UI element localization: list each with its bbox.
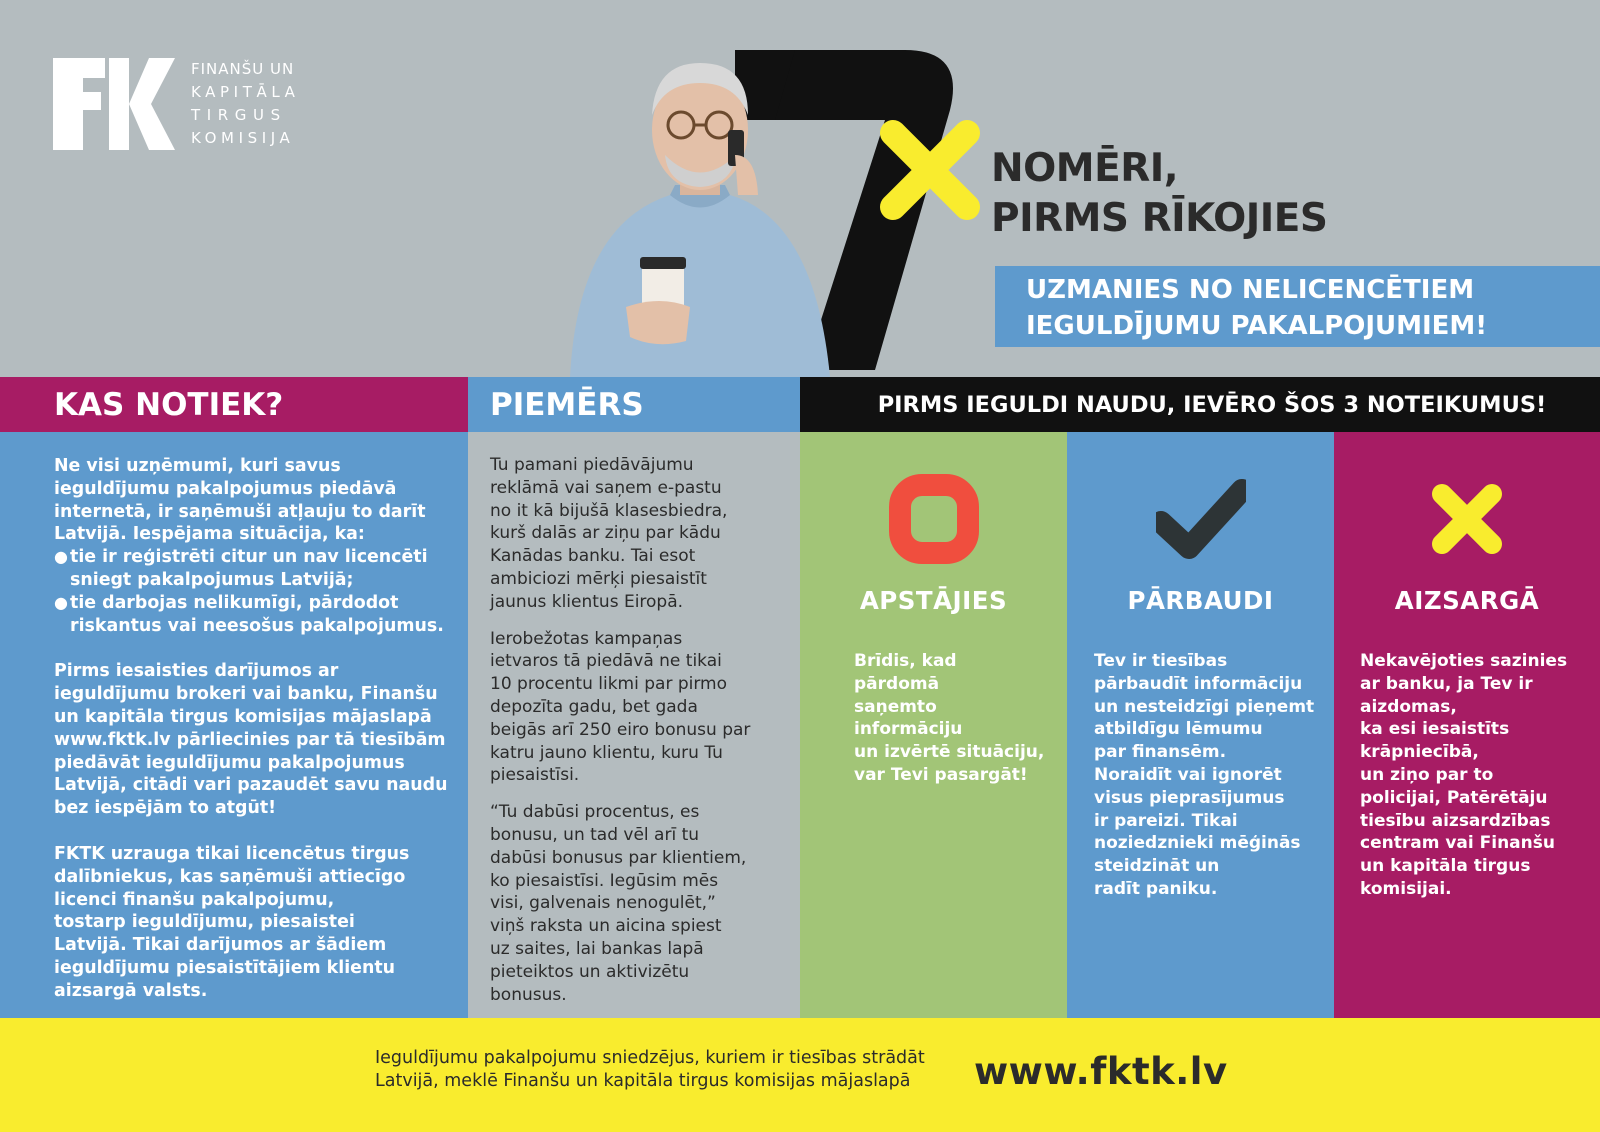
text-line: FKTK uzrauga tikai licencētus tirgus: [54, 843, 410, 864]
bullet-dot-icon: ●: [54, 547, 68, 567]
text-line: policijai, Patērētāju: [1360, 787, 1548, 808]
text-line: var Tevi pasargāt!: [854, 764, 1028, 785]
text-line: un nesteidzīgi pieņemt: [1094, 696, 1315, 717]
text-line: Kanādas banku. Tai esot: [490, 546, 696, 567]
x-icon: [1422, 474, 1512, 564]
rule-text: [854, 650, 1044, 787]
what-happens-body: [0, 432, 468, 1003]
headline-line: NOMĒRI,: [991, 146, 1179, 191]
text-line: katru jauno klientu, kuru Tu: [490, 742, 723, 763]
example-title: PIEMĒRS: [468, 377, 800, 432]
footer-url-link[interactable]: www.fktk.lv: [974, 1050, 1228, 1093]
fktk-logo-mark: [53, 58, 178, 150]
text-line: atbildīgu lēmumu: [1094, 719, 1263, 740]
text-line: ar banku, ja Tev ir: [1360, 673, 1533, 694]
what-happens-title: KAS NOTIEK?: [0, 377, 468, 432]
text-line: uz saites, lai bankas lapā: [490, 938, 704, 959]
logo-text: [191, 58, 323, 150]
text-line: sniegt pakalpojumus Latvijā;: [70, 569, 354, 590]
bullet-item: [54, 546, 468, 592]
text-line: dabūsi bonusus par klientiem,: [490, 847, 747, 868]
text-line: Pirms iesaisties darījumos ar: [54, 661, 339, 682]
text-line: Tev ir tiesības: [1094, 651, 1228, 671]
text-line: www.fktk.lv pārliecinies par tā tiesībām: [54, 729, 446, 750]
logo-line: FINANŠU UN: [191, 60, 295, 78]
footer-text: [375, 1047, 925, 1093]
text-line: dalībniekus, kas saņēmuši attiecīgo: [54, 866, 406, 887]
rule-title: APSTĀJIES: [859, 586, 1008, 615]
text-line: beigās arī 250 eiro bonusu par: [490, 719, 751, 740]
text-line: par finansēm.: [1094, 742, 1227, 763]
text-line: Brīdis, kad: [854, 651, 957, 671]
footer-line: Ieguldījumu pakalpojumu sniedzējus, kuriem ir tiesības strādāt: [375, 1048, 925, 1068]
text-line: bez iespējām to atgūt!: [54, 798, 277, 819]
what-happens-section: [0, 377, 468, 1018]
text-line: tostarp ieguldījumu, piesaistei: [54, 912, 355, 933]
text-line: krāpniecībā,: [1360, 742, 1479, 763]
footer: [0, 1018, 1600, 1132]
text-line: Noraidīt vai ignorēt: [1094, 764, 1282, 785]
text-line: noziedznieki mēģinās: [1094, 833, 1301, 854]
text-line: piesaistīsi.: [490, 765, 580, 786]
rule-text: [1094, 650, 1314, 901]
text-line: centram vai Finanšu: [1360, 833, 1555, 854]
header: [0, 0, 1600, 377]
fktk-logo[interactable]: [53, 58, 323, 153]
text-line: ietvaros tā piedāvā ne tikai: [490, 651, 722, 672]
text-line: un ziņo par to: [1360, 764, 1494, 785]
text-line: Latvijā. Tikai darījumos ar šādiem: [54, 935, 387, 956]
rules-title: PIRMS IEGULDI NAUDU, IEVĒRO ŠOS 3 NOTEIKUMUS!: [800, 377, 1600, 432]
text-line: ir pareizi. Tikai: [1094, 810, 1238, 831]
text-line: no it kā bijušā klasesbiedra,: [490, 500, 728, 521]
text-line: un kapitāla tirgus komisijas mājaslapā: [54, 706, 432, 727]
man-on-phone-photo: [560, 45, 850, 377]
text-line: un kapitāla tirgus: [1360, 856, 1531, 877]
text-line: Latvijā, citādi vari pazaudēt savu naudu: [54, 775, 448, 796]
text-line: pieteiktos un aktivizētu: [490, 961, 690, 982]
text-line: saņemto: [854, 696, 937, 717]
text-line: ka esi iesaistīts: [1360, 719, 1510, 740]
rule-title: PĀRBAUDI: [1127, 586, 1274, 615]
text-line: komisijai.: [1360, 878, 1452, 899]
text-line: Tu pamani piedāvājumu: [490, 455, 694, 475]
text-line: pārbaudīt informāciju: [1094, 673, 1303, 694]
text-line: visus pieprasījumus: [1094, 787, 1285, 808]
text-line: informāciju: [854, 719, 963, 740]
headline: [991, 144, 1328, 244]
text-line: steidzināt un: [1094, 856, 1220, 877]
rule-protect: [1334, 432, 1600, 1018]
text-line: reklāmā vai saņem e-pastu: [490, 477, 722, 498]
rule-stop: [800, 432, 1067, 1018]
text-line: Latvijā. Iespējama situācija, ka:: [54, 524, 365, 545]
text-line: ieguldījumu pakalpojumus piedāvā: [54, 478, 397, 499]
text-line: 10 procentu likmi par pirmo: [490, 674, 728, 695]
text-line: “Tu dabūsi procentus, es: [490, 802, 700, 823]
text-line: visi, galvenais nenogulēt,”: [490, 893, 716, 914]
text-line: Nekavējoties sazinies: [1360, 651, 1568, 671]
footer-line: Latvijā, meklē Finanšu un kapitāla tirgus komisijas mājaslapā: [375, 1071, 911, 1091]
text-line: licenci finanšu pakalpojumu,: [54, 889, 335, 910]
text-line: tie ir reģistrēti citur un nav licencēti: [70, 547, 428, 568]
text-line: bonusu, un tad vēl arī tu: [490, 824, 700, 845]
text-line: bonusus.: [490, 984, 567, 1005]
text-line: Ne visi uzņēmumi, kuri savus: [54, 456, 341, 476]
text-line: jaunus klientus Eiropā.: [490, 591, 684, 612]
stop-icon: [889, 474, 979, 564]
text-line: ko piesaistīsi. Iegūsim mēs: [490, 870, 719, 891]
text-line: kurš dalās ar ziņu par kādu: [490, 523, 721, 544]
logo-line: TIRGUS: [191, 106, 287, 124]
logo-line: KAPITĀLA: [191, 83, 300, 101]
warning-banner-line: UZMANIES NO NELICENCĒTIEM: [1026, 275, 1475, 305]
rule-text: [1360, 650, 1567, 901]
text-line: Ierobežotas kampaņas: [490, 628, 683, 649]
text-line: aizdomas,: [1360, 696, 1457, 717]
bullet-item: [54, 592, 468, 638]
text-line: viņš raksta un aicina spiest: [490, 916, 722, 937]
check-icon: [1156, 474, 1246, 564]
text-line: depozīta gadu, bet gada: [490, 696, 698, 717]
warning-banner: [995, 266, 1600, 347]
rule-check: [1067, 432, 1334, 1018]
bullet-dot-icon: ●: [54, 592, 68, 612]
text-line: pārdomā: [854, 673, 940, 694]
text-line: radīt paniku.: [1094, 878, 1218, 899]
text-line: internetā, ir saņēmuši atļauju to darīt: [54, 501, 426, 522]
headline-line: PIRMS RĪKOJIES: [991, 196, 1328, 241]
yellow-x-icon: [875, 115, 985, 225]
text-line: ieguldījumu piesaistītājiem klientu: [54, 957, 396, 978]
text-line: un izvērtē situāciju,: [854, 742, 1045, 763]
text-line: ieguldījumu brokeri vai banku, Finanšu: [54, 684, 438, 705]
warning-banner-line: IEGULDĪJUMU PAKALPOJUMIEM!: [1026, 311, 1488, 341]
text-line: piedāvāt ieguldījumu pakalpojumus: [54, 752, 405, 773]
text-line: tie darbojas nelikumīgi, pārdodot: [70, 592, 399, 613]
logo-line: KOMISIJA: [191, 129, 295, 147]
text-line: riskantus vai neesošus pakalpojumus.: [70, 615, 444, 636]
example-body: [468, 432, 800, 1006]
rule-title: AIZSARGĀ: [1394, 586, 1540, 615]
example-section: [468, 377, 800, 1018]
text-line: ambiciozi mērķi piesaistīt: [490, 568, 707, 589]
text-line: tiesību aizsardzības: [1360, 810, 1551, 831]
text-line: aizsargā valsts.: [54, 980, 208, 1001]
